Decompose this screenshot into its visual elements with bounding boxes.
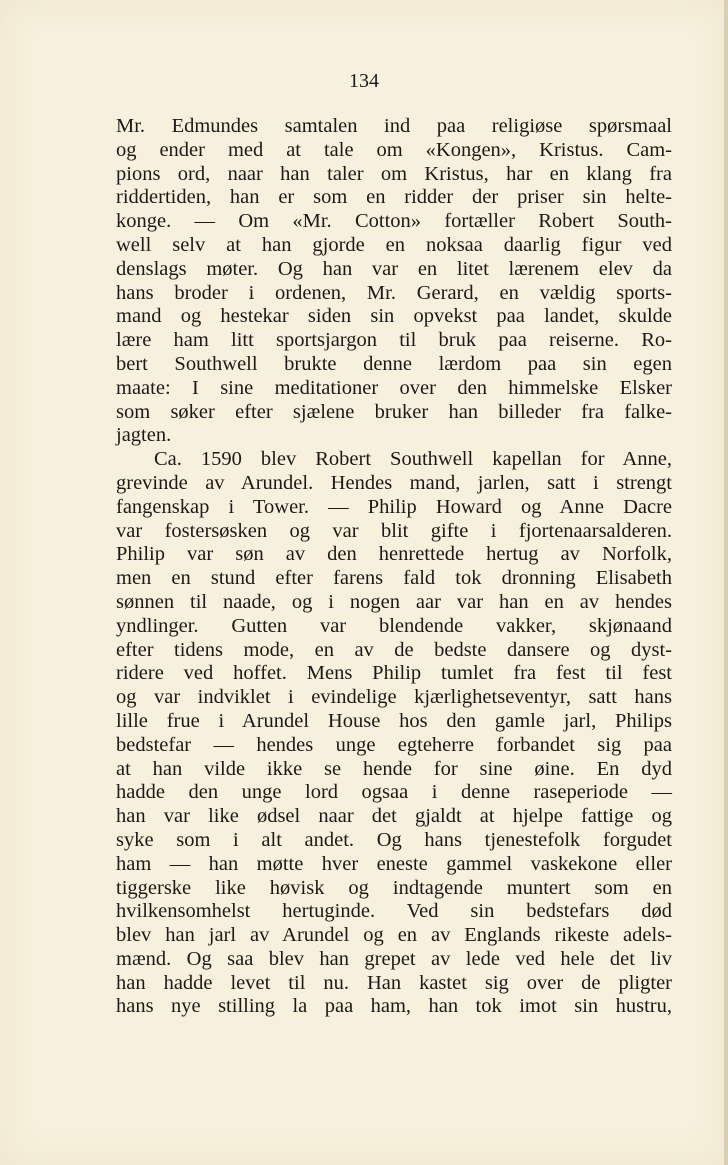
page-edge: [724, 0, 728, 1165]
text-line: konge. — Om «Mr. Cotton» fortæller Robert South-: [116, 210, 672, 233]
text-line: sønnen til naade, og i nogen aar var han en av hendes: [116, 590, 672, 613]
text-line: men en stund efter farens fald tok dronning Elisabeth: [116, 567, 672, 590]
page-number: 134: [349, 70, 379, 92]
text-line: jagten.: [116, 424, 172, 447]
text-line: ham — han møtte hver eneste gammel vaskekone eller: [116, 852, 672, 875]
text-line: riddertiden, han er som en ridder der priser sin helte-: [116, 186, 672, 209]
text-line: fangenskap i Tower. — Philip Howard og Anne Dacre: [116, 495, 672, 518]
text-line: hadde den unge lord ogsaa i denne raseperiode —: [116, 781, 672, 804]
text-line: som søker efter sjælene bruker han billeder fra falke-: [116, 400, 672, 423]
text-line: lille frue i Arundel House hos den gamle jarl, Philips: [116, 709, 672, 732]
text-line: bedstefar — hendes unge egteherre forbandet sig paa: [116, 733, 672, 756]
text-line: denslags møter. Og han var en litet lærenem elev da: [116, 257, 672, 280]
text-line: ridere ved hoffet. Mens Philip tumlet fra fest til fest: [116, 662, 672, 685]
text-line: blev han jarl av Arundel og en av Englands rikeste adels-: [116, 924, 672, 947]
text-line: maate: I sine meditationer over den himmelske Elsker: [116, 376, 672, 399]
text-line: Philip var søn av den henrettede hertug av Norfolk,: [116, 543, 672, 566]
text-line: yndlinger. Gutten var blendende vakker, skjønaand: [116, 614, 672, 637]
text-line: han hadde levet til nu. Han kastet sig over de pligter: [116, 971, 672, 994]
text-line: hans nye stilling la paa ham, han tok imot sin hustru,: [116, 995, 672, 1018]
text-line: bert Southwell brukte denne lærdom paa sin egen: [116, 352, 672, 375]
text-line: mand og hestekar siden sin opvekst paa landet, skulde: [116, 305, 672, 328]
text-line: hans broder i ordenen, Mr. Gerard, en vældig sports-: [116, 281, 672, 304]
text-line: var fostersøsken og var blit gifte i fjortenaarsalderen.: [116, 519, 672, 542]
text-line: han var like ødsel naar det gjaldt at hjelpe fattige og: [116, 805, 672, 828]
text-line: mænd. Og saa blev han grepet av lede ved hele det liv: [116, 947, 672, 970]
text-line: lære ham litt sportsjargon til bruk paa reiserne. Ro-: [116, 329, 672, 352]
text-line: og ender med at tale om «Kongen», Kristus. Cam-: [116, 138, 672, 161]
text-line: Ca. 1590 blev Robert Southwell kapellan for Anne,: [154, 448, 672, 471]
text-line: syke som i alt andet. Og hans tjenestefolk forgudet: [116, 828, 672, 851]
text-line: efter tidens mode, en av de bedste dansere og dyst-: [116, 638, 672, 661]
text-line: hvilkensomhelst hertuginde. Ved sin bedstefars død: [116, 900, 672, 923]
text-line: og var indviklet i evindelige kjærlighetseventyr, satt hans: [116, 686, 672, 709]
text-line: grevinde av Arundel. Hendes mand, jarlen, satt i strengt: [116, 471, 672, 494]
text-line: well selv at han gjorde en noksaa daarlig figur ved: [116, 233, 672, 256]
text-line: pions ord, naar han taler om Kristus, har en klang fra: [116, 162, 672, 185]
body-text: [116, 115, 672, 1019]
text-line: Mr. Edmundes samtalen ind paa religiøse spørsmaal: [116, 115, 672, 137]
text-line: at han vilde ikke se hende for sine øine. En dyd: [116, 757, 672, 780]
text-line: tiggerske like høvisk og indtagende muntert som en: [116, 876, 672, 899]
